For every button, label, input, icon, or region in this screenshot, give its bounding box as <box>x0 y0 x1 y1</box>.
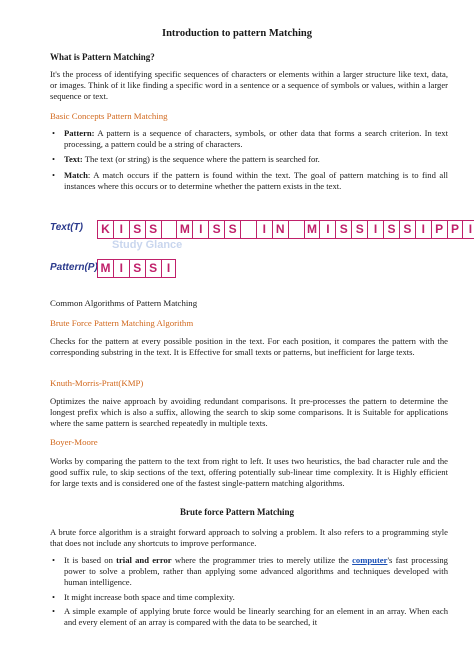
bf-b1-mid: where the programmer tries to merely utilize the <box>171 555 353 565</box>
list-item <box>50 170 448 192</box>
term-pattern: Pattern: <box>64 128 95 138</box>
definition-text: The text (or string) is the sequence where the pattern is searched for. <box>82 154 320 165</box>
bf-b1-bold: trial and error <box>116 555 172 565</box>
kmp-heading: Knuth-Morris-Pratt(KMP) <box>50 378 144 388</box>
pattern-matching-diagram <box>50 218 473 280</box>
text-cell: I <box>462 221 474 238</box>
text-cells-row <box>97 220 474 239</box>
basic-concepts-heading: Basic Concepts Pattern Matching <box>50 111 168 121</box>
what-is-heading: What is Pattern Matching? <box>50 52 155 62</box>
text-cell <box>161 221 177 238</box>
text-label: Text(T) <box>50 222 83 233</box>
text-cell: I <box>319 221 335 238</box>
text-cell: M <box>176 221 192 238</box>
text-cell: M <box>304 221 320 238</box>
text-cell <box>240 221 256 238</box>
list-item: • A simple example of applying brute force would be linearly searching for an element in an array. When each and every element of an array is compared with the data to be searched, it <box>50 606 448 628</box>
pattern-cell: S <box>129 260 145 277</box>
definition-pattern: A pattern is a sequence of characters, symbols, or other data that forms a search criterion. In text processing, a pattern could be a string of characters. <box>64 128 448 150</box>
bf-section-heading: Brute force Pattern Matching <box>179 507 295 517</box>
computer-link[interactable]: computer <box>352 555 388 565</box>
text-cell: I <box>256 221 272 238</box>
term-text: Text: <box>64 154 83 165</box>
text-cell: S <box>224 221 240 238</box>
bf-b1-post: 's fast processing power to solve a problem, rather than applying some advanced algorithms and techniques developed with human intelligence. <box>64 555 448 588</box>
list-item: • It might increase both space and time complexity. <box>50 592 448 603</box>
list-item <box>50 154 448 165</box>
text-cell: S <box>129 221 145 238</box>
bf-intro-paragraph: A brute force algorithm is a straight forward approach to solving a problem. It also refers to a programming style that does not include any shortcuts to improve performance. <box>50 527 448 549</box>
text-cell: P <box>431 221 447 238</box>
text-cell: S <box>383 221 399 238</box>
what-is-paragraph: It's the process of identifying specific sequences of characters or elements within a larger structure like text, data, or images. Think of it like finding a specific word in a sentence or a sequence of symbols or values, within a larger sequence or text. <box>50 69 448 102</box>
pattern-label: Pattern(P) <box>50 262 98 273</box>
kmp-paragraph: Optimizes the naive approach by avoiding redundant comparisons. It pre-processes the pattern to determine the longest prefix which is also a suffix, allowing the search to skip some comparisons. It is Suitable for applications where the same pattern is searched repeatedly in multiple texts. <box>50 396 448 429</box>
list-item <box>50 555 448 589</box>
term-match: Match <box>64 169 88 180</box>
text-cell: S <box>351 221 367 238</box>
algorithms-heading: Common Algorithms of Pattern Matching <box>50 298 198 308</box>
text-cell: K <box>97 221 113 238</box>
text-cell: P <box>447 221 463 238</box>
bf-list <box>50 555 448 628</box>
text-cell <box>288 221 304 238</box>
watermark: Study Glance <box>112 239 183 251</box>
pattern-cell: I <box>113 260 129 277</box>
basic-concepts-list <box>50 128 448 192</box>
brute-force-paragraph: Checks for the pattern at every possible position in the text. For each position, it compares the pattern with the corresponding substring in the text. It is Effective for small texts or patterns, but inefficient for large texts. <box>50 336 448 358</box>
brute-force-heading: Brute Force Pattern Matching Algorithm <box>50 318 194 328</box>
boyer-moore-paragraph: Works by comparing the pattern to the text from right to left. It uses two heuristics, the bad character rule and the good suffix rule, to skip sections of the text, offering potentially sub-linear time complexity. It is Highly efficient for large texts and is considered one of the fastest single-pattern matching algorithms. <box>50 456 448 489</box>
document-title: Introduction to pattern Matching <box>161 28 312 39</box>
definition-match: : A match occurs if the pattern is found within the text. The goal of pattern matching is to find all instances where this occurs or to determine whether the pattern exists in the text. <box>64 169 448 191</box>
text-cell: I <box>367 221 383 238</box>
text-cell: S <box>399 221 415 238</box>
text-cell: S <box>335 221 351 238</box>
text-cell: S <box>208 221 224 238</box>
bf-b1-pre: It is based on <box>64 555 117 565</box>
pattern-cell: I <box>161 260 177 277</box>
text-cell: I <box>113 221 129 238</box>
pattern-cell: M <box>97 260 113 277</box>
text-cell: S <box>145 221 161 238</box>
pattern-cells-row <box>97 259 176 278</box>
boyer-moore-heading: Boyer-Moore <box>50 437 98 447</box>
text-cell: I <box>192 221 208 238</box>
list-item <box>50 128 448 150</box>
text-cell: N <box>272 221 288 238</box>
text-cell: I <box>415 221 431 238</box>
pattern-cell: S <box>145 260 161 277</box>
